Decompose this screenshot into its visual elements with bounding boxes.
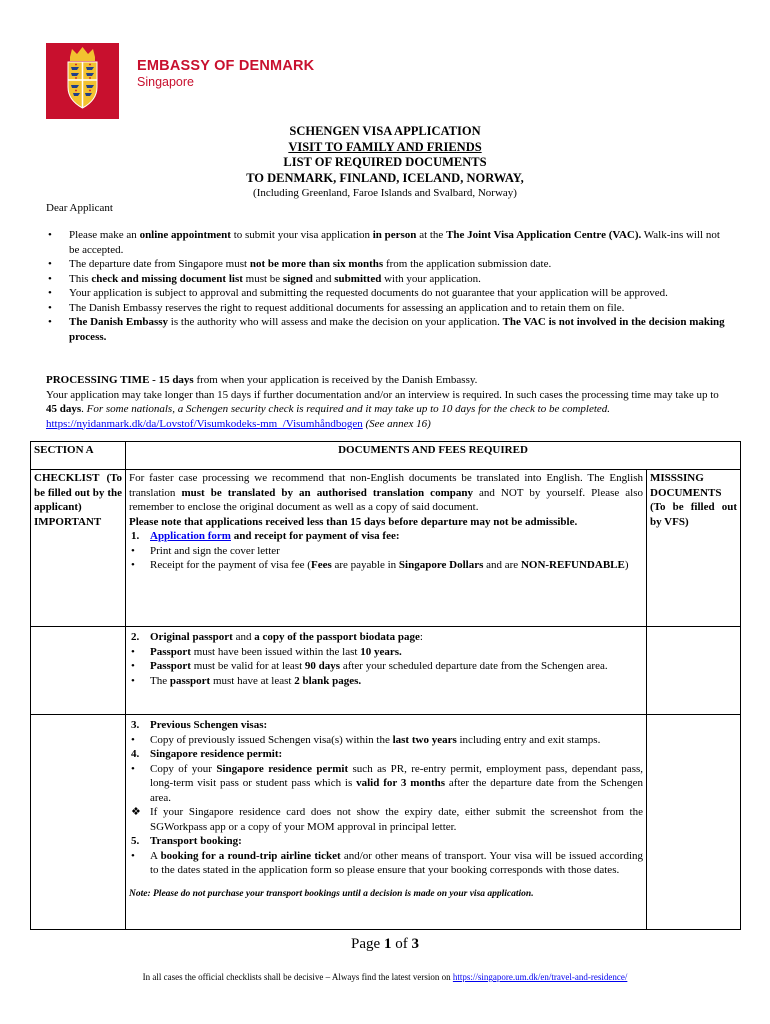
list-item: • A booking for a round-trip airline ticket and/or other means of transport. Your visa will be issued according to the dates stated in the application form so please ensure that your booking corresponds with those dates. bbox=[131, 849, 644, 876]
checkbox-cell[interactable] bbox=[647, 627, 741, 715]
missing-documents-cell: MISSSING DOCUMENTS (To be filled out by VFS) bbox=[647, 470, 741, 627]
checkbox-cell[interactable] bbox=[31, 627, 126, 715]
list-item: • This check and missing document list must be signed and submitted with your application. bbox=[46, 272, 728, 287]
important-label: IMPORTANT bbox=[34, 515, 102, 528]
documents-cell: For faster case processing we recommend that non-English documents be translated into English. The English translation must be translated by an authorised translation company and NOT by yourself. Please also remember to enclose the original document as well as a copy of said document. Please note that applications received less than 15 days before departure may not be admissible. 1. Application form and receipt for payment of visa fee: • Print and sign the cover letter • Receipt for the payment of visa fee (Fees are payable in Singapore Dollars and are NON-REFUNDABLE) bbox=[126, 470, 647, 627]
list-item: • Your application is subject to approval and submitting the requested documents do not guarantee that your application will be approved. bbox=[46, 286, 728, 301]
application-form-link[interactable]: Application form bbox=[150, 530, 231, 542]
processing-time: PROCESSING TIME - 15 days from when your application is received by the Danish Embassy. Your application may take longer than 15 days if further documentation and/or an interview is required. In such cases the processing time may take up to 45 days. For some nationals, a Schengen security check is required and it may take up to 10 days for the check to be completed. https://nyidanmark.dk/da/Lovstof/Visumkodeks-mm_/Visumhåndbogen (See annex 16) bbox=[46, 374, 719, 430]
title-line-4: TO DENMARK, FINLAND, ICELAND, NORWAY, bbox=[246, 170, 524, 185]
embassy-title: EMBASSY OF DENMARK bbox=[137, 58, 315, 74]
list-item: 2. Original passport and a copy of the passport biodata page: bbox=[131, 631, 423, 643]
checklist-label: CHECKLIST (To be filled out by the applicant) bbox=[34, 472, 122, 513]
checkbox-cell[interactable] bbox=[31, 715, 126, 930]
title-line-3: LIST OF REQUIRED DOCUMENTS bbox=[283, 155, 487, 169]
list-item: • Passport must have been issued within the last 10 years. bbox=[131, 645, 402, 658]
list-item: • Receipt for the payment of visa fee (Fees are payable in Singapore Dollars and are NON-REFUNDABLE) bbox=[131, 559, 629, 571]
transport-note: Note: Please do not purchase your transport bookings until a decision is made on your visa application. bbox=[129, 888, 534, 899]
list-item: • Copy of previously issued Schengen visa(s) within the last two years including entry and exit stamps. bbox=[131, 733, 601, 746]
page-number: Page 1 of 3 bbox=[351, 936, 419, 952]
list-item: 3. Previous Schengen visas: bbox=[131, 719, 268, 731]
visa-handbook-link[interactable]: https://nyidanmark.dk/da/Lovstof/Visumkodeks-mm_/Visumhåndbogen bbox=[46, 417, 363, 430]
checklist-cell bbox=[31, 470, 126, 627]
footer-link[interactable]: https://singapore.um.dk/en/travel-and-residence/ bbox=[452, 972, 628, 982]
list-item: • The Danish Embassy is the authority who will assess and make the decision on your application. The VAC is not involved in the decision making process. bbox=[46, 315, 728, 344]
list-item: 1. Application form and receipt for payment of visa fee: bbox=[131, 530, 400, 542]
list-item: 5. Transport booking: bbox=[131, 835, 242, 847]
diamond-bullet-icon: ❖ bbox=[131, 806, 141, 818]
embassy-subtitle: Singapore bbox=[137, 75, 194, 89]
list-item: • Print and sign the cover letter bbox=[131, 544, 280, 557]
list-item: • Passport must be valid for at least 90 days after your scheduled departure date from the Schengen area. bbox=[131, 660, 608, 672]
coat-of-arms-logo bbox=[46, 43, 119, 119]
list-item: ❖ If your Singapore residence card does not show the expiry date, either submit the screenshot from the SGWorkpass app or a copy of your MOM approval in principal letter. bbox=[131, 806, 643, 833]
admissibility-note: Please note that applications received less than 15 days before departure may not be admissible. bbox=[129, 515, 578, 528]
instructions-list bbox=[46, 228, 728, 344]
documents-table bbox=[30, 441, 741, 930]
visa-residence-transport-cell bbox=[126, 715, 647, 930]
list-item: • The passport must have at least 2 blank pages. bbox=[131, 674, 362, 687]
document-titles bbox=[0, 124, 770, 202]
list-item: 4. Singapore residence permit: bbox=[131, 748, 283, 760]
title-line-1: SCHENGEN VISA APPLICATION bbox=[289, 124, 481, 138]
table-heading: DOCUMENTS AND FEES REQUIRED bbox=[126, 442, 741, 470]
list-item: • The Danish Embassy reserves the right to request additional documents for assessing an application and to retain them on file. bbox=[46, 301, 728, 316]
list-item: • The departure date from Singapore must not be more than six months from the application submission date. bbox=[46, 257, 728, 272]
footer: In all cases the official checklists shall be decisive – Always find the latest version on https://singapore.um.dk/en/travel-and-residence/ bbox=[142, 972, 628, 982]
title-line-5: (Including Greenland, Faroe Islands and Svalbard, Norway) bbox=[253, 187, 517, 199]
checkbox-cell[interactable] bbox=[647, 715, 741, 930]
list-item: • Copy of your Singapore residence permit such as PR, re-entry permit, employment pass, dependant pass, long-term visit pass or student pass which is valid for 3 months after the departure date from the Schengen area. bbox=[131, 762, 644, 804]
salutation: Dear Applicant bbox=[46, 202, 113, 214]
section-label: SECTION A bbox=[31, 442, 126, 470]
title-line-2: VISIT TO FAMILY AND FRIENDS bbox=[288, 139, 482, 154]
passport-cell bbox=[126, 627, 647, 715]
list-item: • Please make an online appointment to submit your visa application in person at the The Joint Visa Application Centre (VAC). Walk-ins will not be accepted. bbox=[46, 228, 728, 257]
